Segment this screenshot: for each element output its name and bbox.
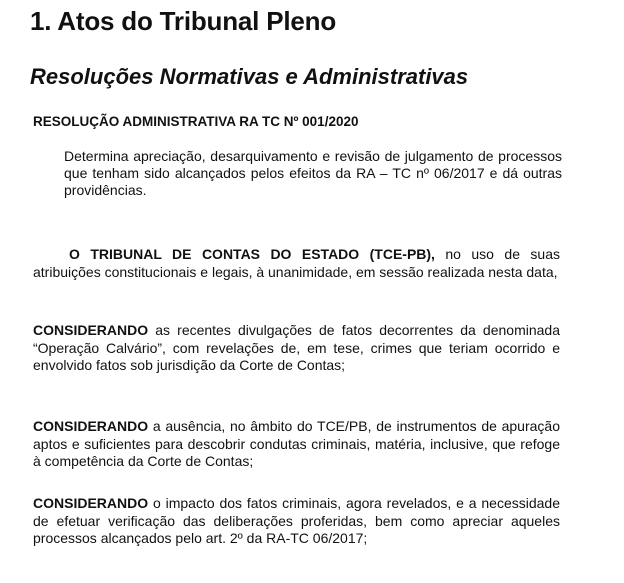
resolution-ementa: Determina apreciação, desarquivamento e revisão de julgamento de processos que tenham sido alcançados pelos efeitos da RA – TC nº 06/2017 e dá outras providências. xyxy=(64,148,562,198)
considerando-lead-2: CONSIDERANDO xyxy=(33,418,149,434)
considerando-lead-3: CONSIDERANDO xyxy=(33,495,149,511)
considerando-paragraph-3 xyxy=(33,495,560,548)
section-title: Atos do Tribunal Pleno xyxy=(57,6,337,36)
section-number: 1. xyxy=(30,6,52,36)
considerando-lead-1: CONSIDERANDO xyxy=(33,322,149,338)
intro-lead: O TRIBUNAL DE CONTAS DO ESTADO (TCE-PB), xyxy=(69,246,435,262)
considerando-text-2: a ausência, no âmbito do TCE/PB, de instrumentos de apuração aptos e suficientes para descobrir condutas criminais, matéria, inclusive, que refoge à competência da Corte de Contas; xyxy=(33,418,560,469)
section-heading xyxy=(30,6,336,37)
considerando-paragraph-1 xyxy=(33,322,560,375)
intro-paragraph xyxy=(33,246,560,281)
considerando-text-3: o impacto dos fatos criminais, agora revelados, e a necessidade de efetuar verificação das deliberações proferidas, bem como apreciar aqueles processos alcançados pelo art. 2º da RA-TC 06/2017; xyxy=(33,495,560,546)
considerando-text-1: as recentes divulgações de fatos decorrentes da denominada “Operação Calvário”, com revelações de, em tese, crimes que teriam ocorrido e envolvido fatos sob jurisdição da Corte de Contas; xyxy=(33,322,560,373)
considerando-paragraph-2 xyxy=(33,418,560,471)
resolution-title: RESOLUÇÃO ADMINISTRATIVA RA TC Nº 001/2020 xyxy=(33,114,359,129)
intro-text: no uso de suas atribuições constitucionais e legais, à unanimidade, em sessão realizada nesta data, xyxy=(33,246,560,280)
subsection-heading: Resoluções Normativas e Administrativas xyxy=(30,64,469,89)
